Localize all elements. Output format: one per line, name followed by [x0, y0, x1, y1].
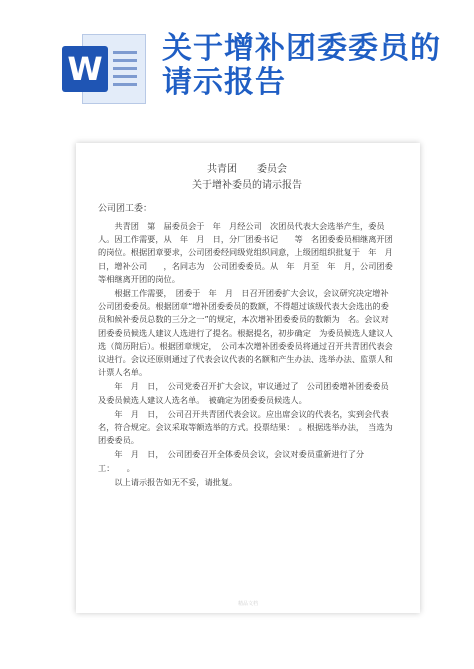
word-logo-letter: W — [62, 46, 108, 92]
document-paragraph: 根据工作需要， 团委于 年 月 日召开团委扩大会议，会议研究决定增补公司团委委员。根据团章“增补团委委员的数额，不得超过该级代表大会选出的委员和候补委员总数的三分之一”的规定，本次增补团委委员的数额为 名。会议对团委委员候选人建议人选进行了提名。根据提名，初步确定 为委员候选人建议人选（简历附后）。根据团章规定， 公司本次增补团委委员将通过召开共青团代表会议进行。会议还原则通过了代表会议代表的名额和产生办法、选举办法、监票人和计票人名单。 — [98, 288, 393, 378]
document-footer-mark: 精品文档 — [237, 601, 258, 607]
page-title: 关于增补团委委员的请示报告 — [162, 31, 441, 100]
document-paragraph: 年 月 日， 公司团委召开全体委员会议，会议对委员重新进行了分工： 。 — [98, 449, 365, 473]
document-subject-heading: 关于增补委员的请示报告 — [192, 180, 302, 191]
document-preview — [76, 143, 420, 613]
document-body — [98, 163, 401, 489]
document-paragraph: 年 月 日， 公司党委召开扩大会议，审议通过了 公司团委增补团委委员及委员候选人建议人选名单。 被确定为团委委员候选人。 — [98, 381, 389, 405]
document-paragraph: 共青团 第 届委员会于 年 月经公司 次团员代表大会选举产生，委员 人。因工作需要，从 年 月 日，分厂团委书记 等 名团委委员相继离开团的岗位。根据团章要求，公司团委经同级党组织同意，上级团组织批复于 年 月 日，增补公司 ，名同志为 公司团委委员。从 年 月至 年 月，公司团委 等相继离开团的岗位。 — [98, 221, 401, 284]
document-paragraph: 年 月 日， 公司召开共青团代表会议。应出席会议的代表名，实到会代表 名，符合规定。会议采取等额选举的方式。投票结果： 。根据选举办法， 当选为团委委员。 — [98, 408, 397, 446]
word-document-icon — [60, 30, 144, 106]
document-salutation: 公司团工委： — [98, 204, 153, 214]
document-org-heading: 共青团 委员会 — [207, 164, 287, 175]
document-paragraph: 以上请示报告如无不妥，请批复。 — [98, 476, 238, 487]
